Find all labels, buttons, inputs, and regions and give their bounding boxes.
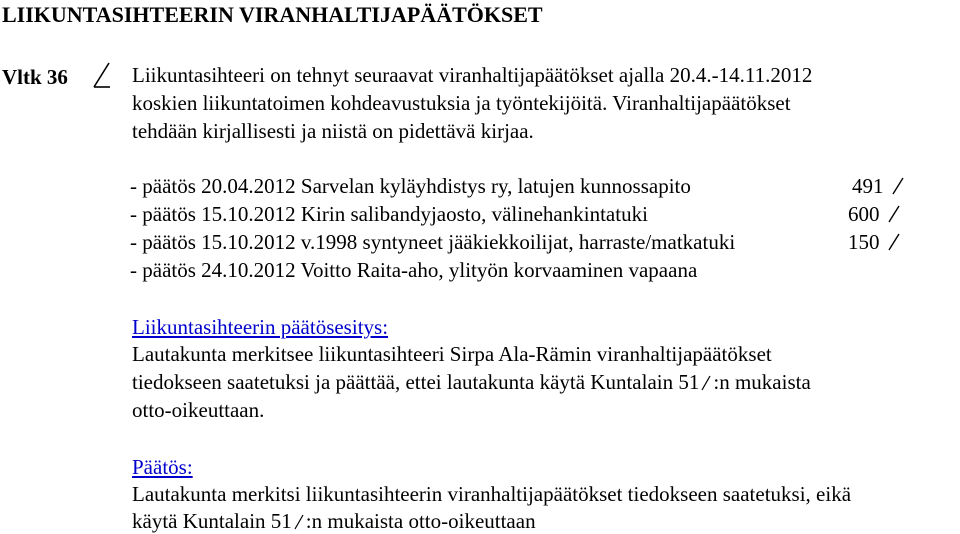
decision-line-1: Lautakunta merkitsi liikuntasihteerin viranhaltijapäätökset tiedokseen saatetuksi, eikä [132,482,852,506]
proposal-line-2-end: :n mukaista [713,370,811,394]
amount-value: 600 [848,202,880,226]
intro-line-2: koskien liikuntatoimen kohdeavustuksia ja työntekijöitä. Viranhaltijapäätökset [132,91,791,115]
section-sign-icon [292,511,306,531]
decision-line-2-end: :n mukaista otto-oikeuttaan [305,509,536,533]
decision-heading: Päätös: [132,455,193,479]
section-id: Vltk 36 [2,65,68,89]
decision-line-2-start: käytä Kuntalain 51 [132,509,292,533]
euro-icon [891,175,905,195]
euro-icon [887,231,901,251]
page-title: LIIKUNTASIHTEERIN VIRANHALTIJAPÄÄTÖKSET [2,2,543,27]
proposal-line-2-start: tiedokseen saatetuksi ja päättää, ettei lautakunta käytä Kuntalain 51 [132,370,700,394]
proposal-heading: Liikuntasihteerin päätösesitys: [132,315,389,339]
proposal-line-2 [132,369,811,395]
decision-line-2 [132,508,536,534]
intro-line-1: Liikuntasihteeri on tehnyt seuraavat viranhaltijapäätökset ajalla 20.4.-14.11.2012 [132,63,813,87]
decision-item-4: - päätös 24.10.2012 Voitto Raita-aho, ylityön korvaaminen vapaana [130,258,698,282]
proposal-line-3: otto-oikeuttaan. [132,398,265,422]
euro-icon [887,203,901,223]
decision-amount-2 [848,201,901,227]
decision-item-3: - päätös 15.10.2012 v.1998 syntyneet jääkiekkoilijat, harraste/matkatuki [130,230,736,254]
intro-line-3: tehdään kirjallisesti ja niistä on pidettävä kirjaa. [132,119,534,143]
decision-item-1: - päätös 20.04.2012 Sarvelan kyläyhdistys ry, latujen kunnossapito [130,174,691,198]
amount-value: 491 [852,174,884,198]
amount-value: 150 [848,230,880,254]
decision-item-2: - päätös 15.10.2012 Kirin salibandyjaosto, välinehankintatuki [130,202,648,226]
decision-amount-1 [852,173,905,199]
proposal-line-1: Lautakunta merkitsee liikuntasihteeri Sirpa Ala-Rämin viranhaltijapäätökset [132,342,772,366]
decision-amount-3 [848,229,901,255]
section-sign-icon [88,60,116,90]
section-sign-icon [699,372,713,392]
